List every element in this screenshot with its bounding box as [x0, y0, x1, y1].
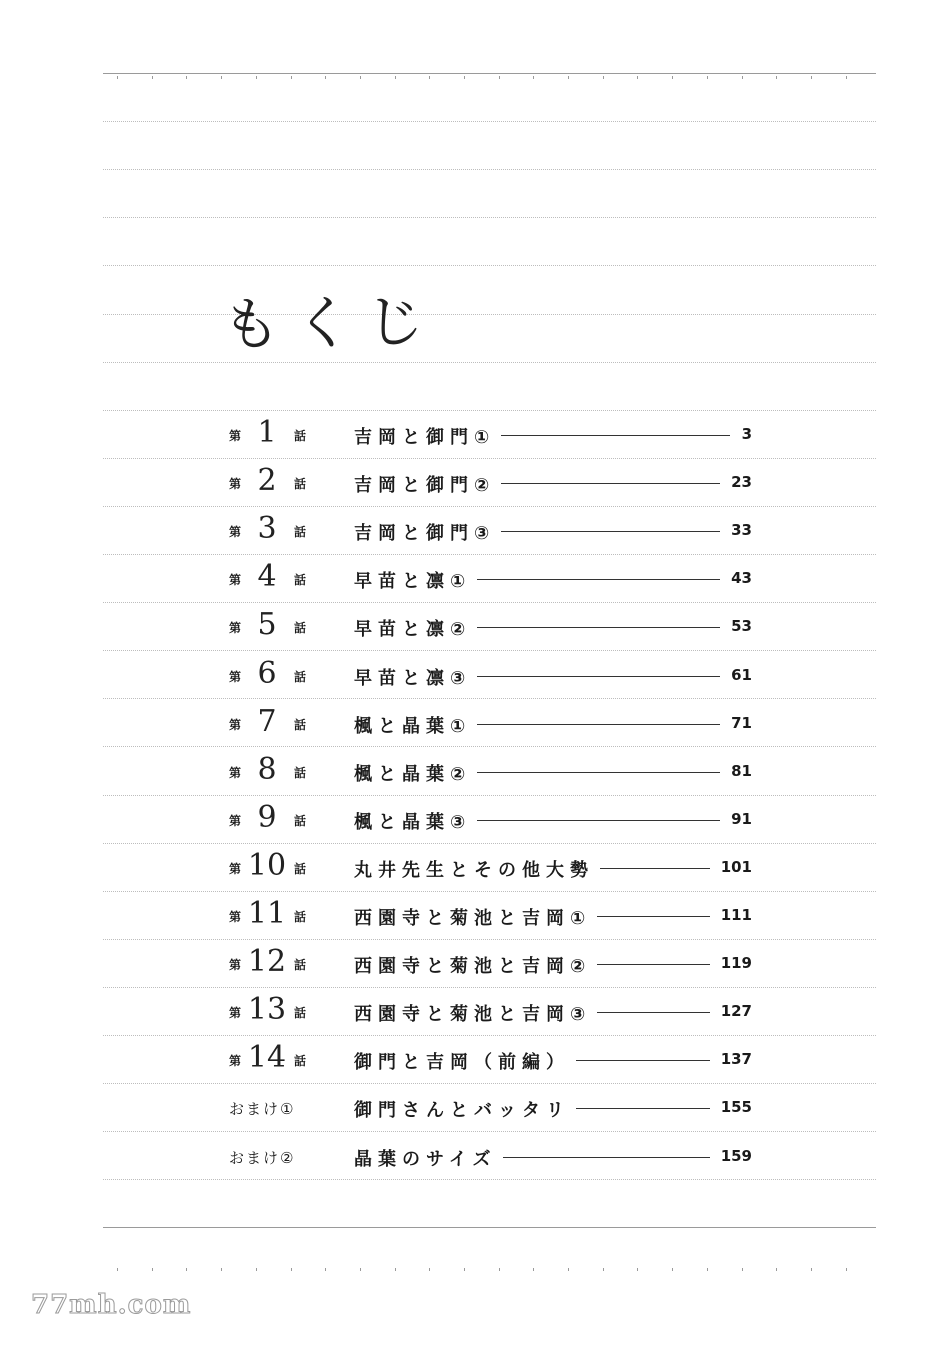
chapter-number: 12	[247, 944, 287, 979]
chapter-number: 4	[257, 559, 277, 594]
chapter-prefix: 第	[229, 910, 242, 924]
toc-entry	[0, 892, 949, 940]
toc-entry	[0, 411, 949, 459]
chapter-suffix: 話	[294, 862, 307, 876]
extra-label: おまけ②	[229, 1149, 296, 1167]
page-number: 61	[731, 666, 752, 684]
chapter-suffix: 話	[294, 814, 307, 828]
chapter-title: 楓と晶葉①	[354, 716, 472, 737]
page-number: 111	[720, 906, 752, 924]
leader-line	[597, 916, 710, 917]
chapter-number: 9	[257, 800, 277, 835]
chapter-suffix: 話	[294, 573, 307, 587]
chapter-suffix: 話	[294, 718, 307, 732]
toc-entry	[0, 555, 949, 603]
chapter-suffix: 話	[294, 477, 307, 491]
chapter-prefix: 第	[229, 1006, 242, 1020]
page-number: 3	[741, 425, 752, 443]
chapter-number: 1	[257, 415, 277, 450]
toc-entry	[0, 844, 949, 892]
leader-line	[477, 820, 720, 821]
chapter-prefix: 第	[229, 766, 242, 780]
page-number: 91	[731, 810, 752, 828]
toc-entry	[0, 940, 949, 988]
toc-entry	[0, 652, 949, 700]
chapter-title: 丸井先生とその他大勢	[354, 860, 594, 881]
chapter-title: 早苗と凛①	[354, 571, 472, 592]
page-number: 33	[731, 521, 752, 539]
extra-title: 御門さんとバッタリ	[354, 1100, 570, 1121]
chapter-title: 西園寺と菊池と吉岡③	[354, 1004, 592, 1025]
leader-line	[477, 676, 720, 677]
chapter-suffix: 話	[294, 621, 307, 635]
leader-line	[477, 579, 720, 580]
page-number: 43	[731, 569, 752, 587]
chapter-prefix: 第	[229, 718, 242, 732]
chapter-title: 西園寺と菊池と吉岡②	[354, 956, 592, 977]
ruled-line	[103, 73, 876, 74]
chapter-title: 吉岡と御門②	[354, 475, 496, 496]
chapter-title: 吉岡と御門③	[354, 523, 496, 544]
chapter-number: 10	[247, 848, 287, 883]
page-number: 127	[720, 1002, 752, 1020]
chapter-prefix: 第	[229, 525, 242, 539]
chapter-number: 7	[257, 704, 277, 739]
leader-line	[576, 1108, 710, 1109]
chapter-number: 14	[247, 1040, 287, 1075]
page-number: 53	[731, 617, 752, 635]
chapter-prefix: 第	[229, 862, 242, 876]
chapter-prefix: 第	[229, 958, 242, 972]
chapter-title: 早苗と凛③	[354, 668, 472, 689]
page-number: 155	[720, 1098, 752, 1116]
chapter-suffix: 話	[294, 670, 307, 684]
chapter-suffix: 話	[294, 766, 307, 780]
chapter-title: 早苗と凛②	[354, 619, 472, 640]
leader-line	[501, 531, 720, 532]
chapter-prefix: 第	[229, 670, 242, 684]
toc-entry	[0, 988, 949, 1036]
chapter-prefix: 第	[229, 1054, 242, 1068]
chapter-number: 3	[257, 511, 277, 546]
leader-line	[477, 627, 720, 628]
chapter-title: 楓と晶葉③	[354, 812, 472, 833]
page-title: もくじ	[221, 287, 439, 359]
chapter-title: 御門と吉岡（前編）	[354, 1052, 570, 1073]
chapter-number: 11	[247, 896, 287, 931]
extra-title: 晶葉のサイズ	[354, 1149, 497, 1170]
chapter-suffix: 話	[294, 1006, 307, 1020]
chapter-title: 楓と晶葉②	[354, 764, 472, 785]
leader-line	[501, 483, 720, 484]
chapter-prefix: 第	[229, 573, 242, 587]
chapter-prefix: 第	[229, 814, 242, 828]
chapter-number: 13	[247, 992, 287, 1027]
chapter-suffix: 話	[294, 429, 307, 443]
ruled-line	[103, 362, 876, 363]
toc-entry	[0, 796, 949, 844]
ruled-line	[103, 121, 876, 122]
toc-entry	[0, 748, 949, 796]
page-number: 159	[720, 1147, 752, 1165]
page-number: 101	[720, 858, 752, 876]
leader-line	[597, 1012, 710, 1013]
page-number: 119	[720, 954, 752, 972]
toc-entry	[0, 1036, 949, 1084]
watermark: 77mh.com	[31, 1290, 192, 1320]
toc-extra-entry	[0, 1133, 949, 1181]
tick-marks	[103, 1268, 876, 1272]
leader-line	[576, 1060, 710, 1061]
chapter-prefix: 第	[229, 429, 242, 443]
ruled-line	[103, 1227, 876, 1228]
ruled-line	[103, 169, 876, 170]
chapter-suffix: 話	[294, 910, 307, 924]
ruled-line	[103, 314, 876, 315]
chapter-number: 2	[257, 463, 277, 498]
chapter-suffix: 話	[294, 958, 307, 972]
toc-entry	[0, 507, 949, 555]
chapter-number: 6	[257, 656, 277, 691]
leader-line	[477, 772, 720, 773]
toc-entry	[0, 459, 949, 507]
page-number: 81	[731, 762, 752, 780]
tick-marks	[103, 76, 876, 80]
chapter-suffix: 話	[294, 525, 307, 539]
leader-line	[597, 964, 710, 965]
page-number: 23	[731, 473, 752, 491]
chapter-number: 5	[257, 607, 277, 642]
extra-label: おまけ①	[229, 1100, 296, 1118]
ruled-line	[103, 217, 876, 218]
chapter-title: 西園寺と菊池と吉岡①	[354, 908, 592, 929]
chapter-prefix: 第	[229, 621, 242, 635]
toc-entry	[0, 603, 949, 651]
toc-extra-entry	[0, 1084, 949, 1132]
leader-line	[503, 1157, 710, 1158]
chapter-prefix: 第	[229, 477, 242, 491]
leader-line	[600, 868, 710, 869]
leader-line	[477, 724, 720, 725]
chapter-suffix: 話	[294, 1054, 307, 1068]
ruled-line	[103, 265, 876, 266]
page-number: 71	[731, 714, 752, 732]
leader-line	[501, 435, 730, 436]
chapter-number: 8	[257, 752, 277, 787]
page-number: 137	[720, 1050, 752, 1068]
toc-entry	[0, 700, 949, 748]
chapter-title: 吉岡と御門①	[354, 427, 496, 448]
